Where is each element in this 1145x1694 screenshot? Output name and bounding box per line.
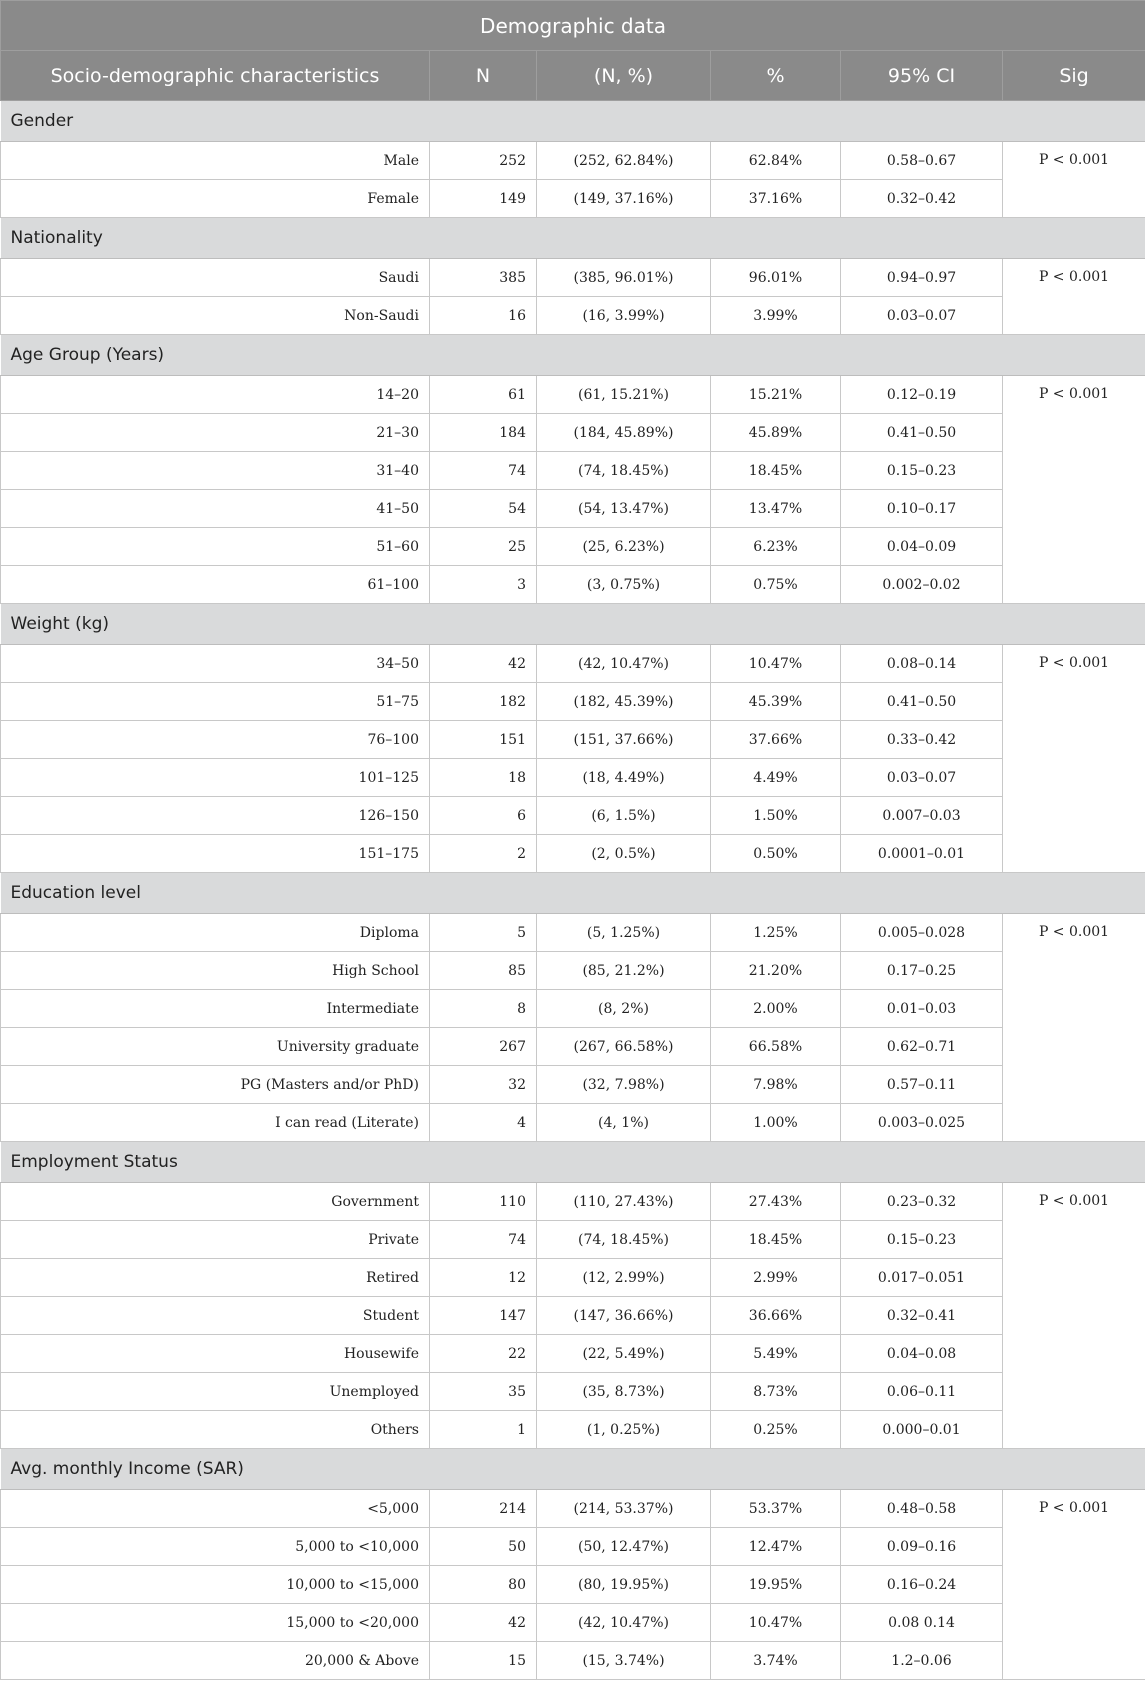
row-label: University graduate <box>1 1028 430 1066</box>
table-row <box>1 1373 1145 1411</box>
row-n: 110 <box>430 1183 537 1221</box>
row-n-percent: (12, 2.99%) <box>537 1259 711 1297</box>
row-ci: 0.48–0.58 <box>841 1490 1003 1528</box>
group-title: Nationality <box>1 218 1145 259</box>
row-ci: 1.2–0.06 <box>841 1642 1003 1680</box>
header-sig: Sig <box>1003 51 1145 101</box>
row-n: 385 <box>430 259 537 297</box>
table-row <box>1 1642 1145 1680</box>
row-n: 85 <box>430 952 537 990</box>
group-header-row <box>1 873 1145 914</box>
table-row <box>1 180 1145 218</box>
table-row <box>1 452 1145 490</box>
row-ci: 0.41–0.50 <box>841 683 1003 721</box>
row-percent: 45.39% <box>711 683 841 721</box>
table-row <box>1 1490 1145 1528</box>
row-n: 18 <box>430 759 537 797</box>
row-label: 51–75 <box>1 683 430 721</box>
row-label: 151–175 <box>1 835 430 873</box>
row-ci: 0.000–0.01 <box>841 1411 1003 1449</box>
row-n-percent: (22, 5.49%) <box>537 1335 711 1373</box>
row-n: 214 <box>430 1490 537 1528</box>
row-percent: 8.73% <box>711 1373 841 1411</box>
table-row <box>1 142 1145 180</box>
row-n-percent: (42, 10.47%) <box>537 1604 711 1642</box>
row-label: 101–125 <box>1 759 430 797</box>
row-n: 16 <box>430 297 537 335</box>
row-ci: 0.12–0.19 <box>841 376 1003 414</box>
row-percent: 0.50% <box>711 835 841 873</box>
group-title: Education level <box>1 873 1145 914</box>
row-label: 15,000 to <20,000 <box>1 1604 430 1642</box>
table-row <box>1 297 1145 335</box>
row-n-percent: (61, 15.21%) <box>537 376 711 414</box>
row-n: 50 <box>430 1528 537 1566</box>
row-percent: 15.21% <box>711 376 841 414</box>
row-n-percent: (6, 1.5%) <box>537 797 711 835</box>
row-n-percent: (15, 3.74%) <box>537 1642 711 1680</box>
table-row <box>1 835 1145 873</box>
group-title: Age Group (Years) <box>1 335 1145 376</box>
row-ci: 0.01–0.03 <box>841 990 1003 1028</box>
row-n: 8 <box>430 990 537 1028</box>
group-title: Employment Status <box>1 1142 1145 1183</box>
row-ci: 0.58–0.67 <box>841 142 1003 180</box>
row-sig: P < 0.001 <box>1003 376 1145 604</box>
row-n: 12 <box>430 1259 537 1297</box>
row-n: 32 <box>430 1066 537 1104</box>
row-n-percent: (252, 62.84%) <box>537 142 711 180</box>
group-title: Weight (kg) <box>1 604 1145 645</box>
table-row <box>1 1221 1145 1259</box>
row-ci: 0.15–0.23 <box>841 1221 1003 1259</box>
row-ci: 0.08–0.14 <box>841 645 1003 683</box>
header-n-percent: (N, %) <box>537 51 711 101</box>
row-ci: 0.57–0.11 <box>841 1066 1003 1104</box>
table-row <box>1 952 1145 990</box>
table-row <box>1 1566 1145 1604</box>
row-label: 61–100 <box>1 566 430 604</box>
row-n: 74 <box>430 1221 537 1259</box>
group-header-row <box>1 1142 1145 1183</box>
row-n-percent: (1, 0.25%) <box>537 1411 711 1449</box>
row-n-percent: (151, 37.66%) <box>537 721 711 759</box>
table-row <box>1 1259 1145 1297</box>
table-row <box>1 528 1145 566</box>
row-n: 80 <box>430 1566 537 1604</box>
row-n: 3 <box>430 566 537 604</box>
row-n-percent: (147, 36.66%) <box>537 1297 711 1335</box>
row-label: Saudi <box>1 259 430 297</box>
table-row <box>1 1104 1145 1142</box>
row-n-percent: (110, 27.43%) <box>537 1183 711 1221</box>
row-label: High School <box>1 952 430 990</box>
row-label: 31–40 <box>1 452 430 490</box>
row-label: Male <box>1 142 430 180</box>
row-n-percent: (2, 0.5%) <box>537 835 711 873</box>
row-ci: 0.03–0.07 <box>841 759 1003 797</box>
row-n: 4 <box>430 1104 537 1142</box>
row-percent: 10.47% <box>711 1604 841 1642</box>
row-n: 42 <box>430 1604 537 1642</box>
row-ci: 0.0001–0.01 <box>841 835 1003 873</box>
row-percent: 2.99% <box>711 1259 841 1297</box>
row-percent: 3.99% <box>711 297 841 335</box>
row-n-percent: (18, 4.49%) <box>537 759 711 797</box>
table-row <box>1 1066 1145 1104</box>
group-header-row <box>1 335 1145 376</box>
row-label: PG (Masters and/or PhD) <box>1 1066 430 1104</box>
row-n-percent: (184, 45.89%) <box>537 414 711 452</box>
row-n: 54 <box>430 490 537 528</box>
row-n: 252 <box>430 142 537 180</box>
row-percent: 13.47% <box>711 490 841 528</box>
table-body <box>1 101 1145 1680</box>
row-sig: P < 0.001 <box>1003 142 1145 218</box>
row-ci: 0.017–0.051 <box>841 1259 1003 1297</box>
row-percent: 36.66% <box>711 1297 841 1335</box>
row-percent: 27.43% <box>711 1183 841 1221</box>
row-percent: 18.45% <box>711 1221 841 1259</box>
table-row <box>1 1183 1145 1221</box>
row-sig: P < 0.001 <box>1003 1183 1145 1449</box>
row-percent: 3.74% <box>711 1642 841 1680</box>
group-header-row <box>1 218 1145 259</box>
table-row <box>1 797 1145 835</box>
row-label: 126–150 <box>1 797 430 835</box>
row-ci: 0.23–0.32 <box>841 1183 1003 1221</box>
group-title: Avg. monthly Income (SAR) <box>1 1449 1145 1490</box>
row-n-percent: (385, 96.01%) <box>537 259 711 297</box>
group-header-row <box>1 101 1145 142</box>
row-n-percent: (214, 53.37%) <box>537 1490 711 1528</box>
row-n-percent: (25, 6.23%) <box>537 528 711 566</box>
header-percent: % <box>711 51 841 101</box>
row-n-percent: (35, 8.73%) <box>537 1373 711 1411</box>
row-percent: 2.00% <box>711 990 841 1028</box>
row-ci: 0.33–0.42 <box>841 721 1003 759</box>
row-n-percent: (74, 18.45%) <box>537 1221 711 1259</box>
row-ci: 0.08 0.14 <box>841 1604 1003 1642</box>
row-label: I can read (Literate) <box>1 1104 430 1142</box>
header-n: N <box>430 51 537 101</box>
row-label: 5,000 to <10,000 <box>1 1528 430 1566</box>
row-n: 42 <box>430 645 537 683</box>
row-percent: 7.98% <box>711 1066 841 1104</box>
group-header-row <box>1 1449 1145 1490</box>
row-percent: 37.16% <box>711 180 841 218</box>
row-percent: 37.66% <box>711 721 841 759</box>
table-row <box>1 1411 1145 1449</box>
row-n: 267 <box>430 1028 537 1066</box>
table-row <box>1 566 1145 604</box>
row-label: 51–60 <box>1 528 430 566</box>
row-n: 151 <box>430 721 537 759</box>
row-percent: 1.25% <box>711 914 841 952</box>
row-n-percent: (267, 66.58%) <box>537 1028 711 1066</box>
row-label: Unemployed <box>1 1373 430 1411</box>
row-label: Private <box>1 1221 430 1259</box>
row-n-percent: (74, 18.45%) <box>537 452 711 490</box>
row-n-percent: (5, 1.25%) <box>537 914 711 952</box>
table-row <box>1 759 1145 797</box>
row-label: Non-Saudi <box>1 297 430 335</box>
row-n-percent: (50, 12.47%) <box>537 1528 711 1566</box>
table-row <box>1 1604 1145 1642</box>
row-percent: 19.95% <box>711 1566 841 1604</box>
row-percent: 1.00% <box>711 1104 841 1142</box>
row-ci: 0.17–0.25 <box>841 952 1003 990</box>
row-label: 10,000 to <15,000 <box>1 1566 430 1604</box>
row-label: Others <box>1 1411 430 1449</box>
row-label: Retired <box>1 1259 430 1297</box>
row-label: <5,000 <box>1 1490 430 1528</box>
row-label: 21–30 <box>1 414 430 452</box>
row-ci: 0.002–0.02 <box>841 566 1003 604</box>
row-sig: P < 0.001 <box>1003 914 1145 1142</box>
row-label: 76–100 <box>1 721 430 759</box>
row-n: 35 <box>430 1373 537 1411</box>
row-percent: 12.47% <box>711 1528 841 1566</box>
row-label: Female <box>1 180 430 218</box>
row-label: 20,000 & Above <box>1 1642 430 1680</box>
row-n: 25 <box>430 528 537 566</box>
row-percent: 5.49% <box>711 1335 841 1373</box>
row-ci: 0.03–0.07 <box>841 297 1003 335</box>
row-n: 15 <box>430 1642 537 1680</box>
table-row <box>1 990 1145 1028</box>
row-percent: 62.84% <box>711 142 841 180</box>
row-percent: 18.45% <box>711 452 841 490</box>
table-row <box>1 914 1145 952</box>
row-label: Student <box>1 1297 430 1335</box>
row-ci: 0.04–0.09 <box>841 528 1003 566</box>
row-percent: 0.75% <box>711 566 841 604</box>
row-label: 41–50 <box>1 490 430 528</box>
table-row <box>1 1297 1145 1335</box>
row-label: Diploma <box>1 914 430 952</box>
row-sig: P < 0.001 <box>1003 645 1145 873</box>
row-n-percent: (16, 3.99%) <box>537 297 711 335</box>
row-n-percent: (54, 13.47%) <box>537 490 711 528</box>
row-ci: 0.41–0.50 <box>841 414 1003 452</box>
table-row <box>1 259 1145 297</box>
row-n: 74 <box>430 452 537 490</box>
table-row <box>1 721 1145 759</box>
row-n: 2 <box>430 835 537 873</box>
row-n-percent: (42, 10.47%) <box>537 645 711 683</box>
row-n-percent: (4, 1%) <box>537 1104 711 1142</box>
header-characteristics: Socio-demographic characteristics <box>1 51 430 101</box>
table-row <box>1 1528 1145 1566</box>
row-n: 184 <box>430 414 537 452</box>
row-ci: 0.16–0.24 <box>841 1566 1003 1604</box>
row-n-percent: (32, 7.98%) <box>537 1066 711 1104</box>
table-row <box>1 376 1145 414</box>
row-ci: 0.007–0.03 <box>841 797 1003 835</box>
row-n-percent: (182, 45.39%) <box>537 683 711 721</box>
row-n-percent: (149, 37.16%) <box>537 180 711 218</box>
row-n: 22 <box>430 1335 537 1373</box>
row-n-percent: (8, 2%) <box>537 990 711 1028</box>
row-percent: 66.58% <box>711 1028 841 1066</box>
row-ci: 0.15–0.23 <box>841 452 1003 490</box>
row-label: 14–20 <box>1 376 430 414</box>
row-n-percent: (3, 0.75%) <box>537 566 711 604</box>
header-ci: 95% CI <box>841 51 1003 101</box>
row-percent: 6.23% <box>711 528 841 566</box>
row-n: 147 <box>430 1297 537 1335</box>
row-percent: 53.37% <box>711 1490 841 1528</box>
row-ci: 0.32–0.42 <box>841 180 1003 218</box>
table-title: Demographic data <box>1 1 1145 51</box>
row-ci: 0.32–0.41 <box>841 1297 1003 1335</box>
row-n: 6 <box>430 797 537 835</box>
row-label: Government <box>1 1183 430 1221</box>
table-row <box>1 490 1145 528</box>
row-ci: 0.62–0.71 <box>841 1028 1003 1066</box>
row-label: 34–50 <box>1 645 430 683</box>
row-ci: 0.10–0.17 <box>841 490 1003 528</box>
row-n-percent: (80, 19.95%) <box>537 1566 711 1604</box>
row-label: Intermediate <box>1 990 430 1028</box>
row-percent: 96.01% <box>711 259 841 297</box>
row-ci: 0.003–0.025 <box>841 1104 1003 1142</box>
row-n: 5 <box>430 914 537 952</box>
row-n-percent: (85, 21.2%) <box>537 952 711 990</box>
table-row <box>1 414 1145 452</box>
row-percent: 21.20% <box>711 952 841 990</box>
table-row <box>1 1028 1145 1066</box>
table-row <box>1 645 1145 683</box>
table-row <box>1 1335 1145 1373</box>
row-percent: 4.49% <box>711 759 841 797</box>
row-ci: 0.04–0.08 <box>841 1335 1003 1373</box>
row-label: Housewife <box>1 1335 430 1373</box>
row-n: 182 <box>430 683 537 721</box>
row-percent: 45.89% <box>711 414 841 452</box>
row-percent: 0.25% <box>711 1411 841 1449</box>
row-n: 1 <box>430 1411 537 1449</box>
row-ci: 0.06–0.11 <box>841 1373 1003 1411</box>
row-percent: 1.50% <box>711 797 841 835</box>
row-ci: 0.005–0.028 <box>841 914 1003 952</box>
row-sig: P < 0.001 <box>1003 1490 1145 1680</box>
group-title: Gender <box>1 101 1145 142</box>
group-header-row <box>1 604 1145 645</box>
row-percent: 10.47% <box>711 645 841 683</box>
row-n: 61 <box>430 376 537 414</box>
row-ci: 0.94–0.97 <box>841 259 1003 297</box>
row-ci: 0.09–0.16 <box>841 1528 1003 1566</box>
row-n: 149 <box>430 180 537 218</box>
table-row <box>1 683 1145 721</box>
row-sig: P < 0.001 <box>1003 259 1145 335</box>
